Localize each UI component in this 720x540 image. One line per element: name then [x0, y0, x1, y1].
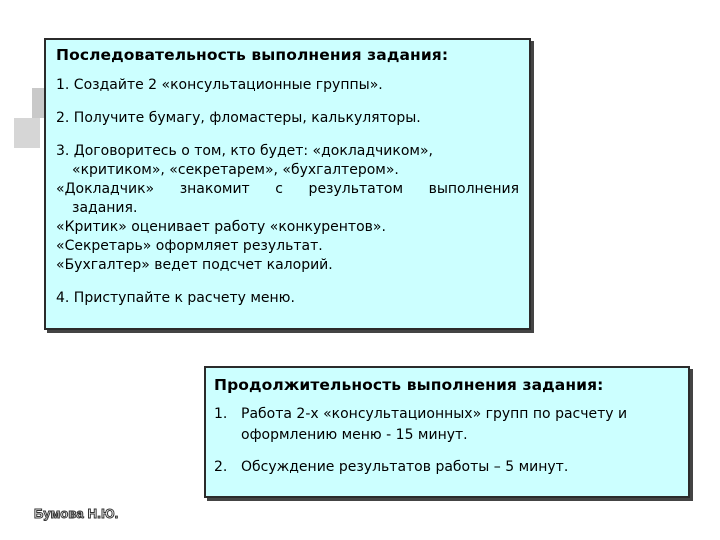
duration-item-text: Обсуждение результатов работы – 5 минут. [241, 459, 569, 475]
duration-item [214, 457, 680, 478]
task-sequence-title: Последовательность выполнения задания: [56, 46, 449, 64]
role-accountant: «Бухгалтер» ведет подсчет калорий. [56, 257, 333, 273]
role-reporter-line-1: «Докладчик» знакомит с результатом выполнения [56, 181, 519, 197]
role-critic: «Критик» оценивает работу «конкурентов». [56, 219, 386, 235]
step-4: 4. Приступайте к расчету меню. [56, 290, 295, 306]
step-1: 1. Создайте 2 «консультационные группы». [56, 77, 383, 93]
duration-item-text: Работа 2-х «консультационных» групп по расчету и оформлению меню - 15 минут. [241, 406, 628, 443]
duration-item [214, 404, 680, 446]
task-duration-title: Продолжительность выполнения задания: [214, 376, 604, 394]
author-signature: Бумова Н.Ю. [34, 506, 119, 521]
role-reporter-line-2: задания. [72, 200, 138, 216]
task-duration-panel [204, 366, 690, 498]
step-3-line-2: «критиком», «секретарем», «бухгалтером». [72, 162, 399, 178]
duration-item-number: 1. [214, 406, 228, 422]
role-secretary: «Секретарь» оформляет результат. [56, 238, 323, 254]
duration-item-number: 2. [214, 459, 228, 475]
step-3-line-1: 3. Договоритесь о том, кто будет: «докладчиком», [56, 143, 434, 159]
task-sequence-panel [44, 38, 531, 330]
decorative-block [14, 118, 40, 148]
step-2: 2. Получите бумагу, фломастеры, калькуляторы. [56, 110, 421, 126]
